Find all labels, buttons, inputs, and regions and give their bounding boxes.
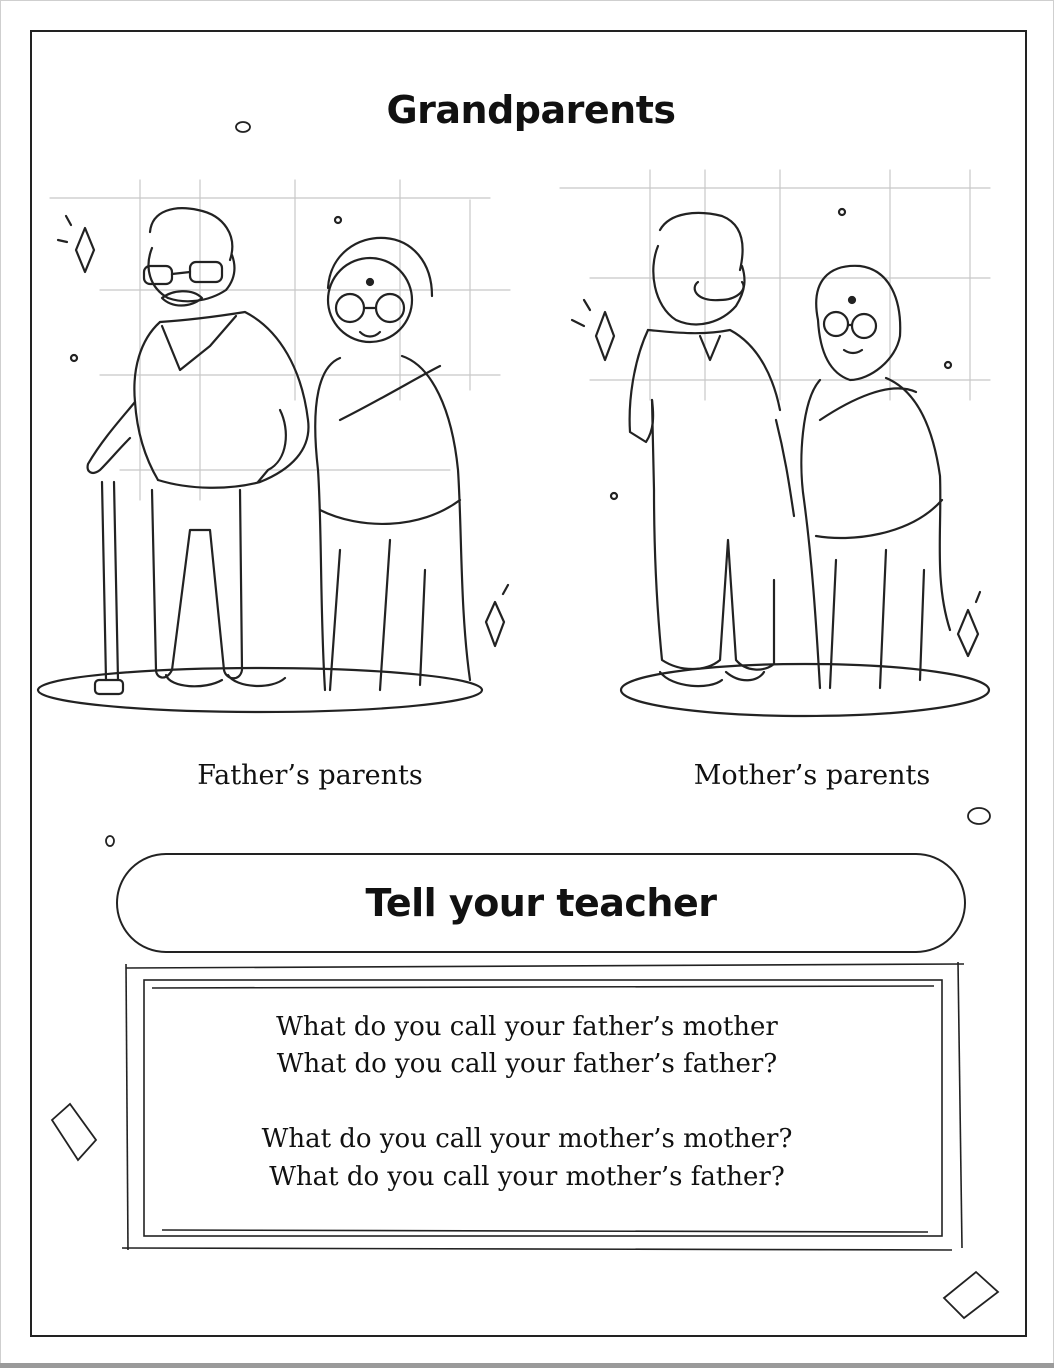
paper-doodle [52,1104,96,1160]
question-mothers-mother: What do you call your mother’s mother? [261,1124,793,1154]
caption-fathers-parents: Father’s parents [197,760,423,791]
question-fathers-mother: What do you call your father’s mother [276,1012,778,1042]
paper-doodle [944,1272,998,1318]
page-title: Grandparents [386,88,676,132]
small-circle-doodle [968,808,990,824]
question-mothers-father: What do you call your mother’s father? [269,1162,785,1192]
question-fathers-father: What do you call your father’s father? [276,1049,778,1079]
small-circle-doodle [106,836,114,846]
tell-your-teacher-banner: Tell your teacher [116,853,966,953]
questions-box [122,962,964,1252]
small-circle-doodle [236,122,250,132]
page-bottom-edge [0,1363,1054,1368]
caption-mothers-parents: Mother’s parents [693,760,931,791]
